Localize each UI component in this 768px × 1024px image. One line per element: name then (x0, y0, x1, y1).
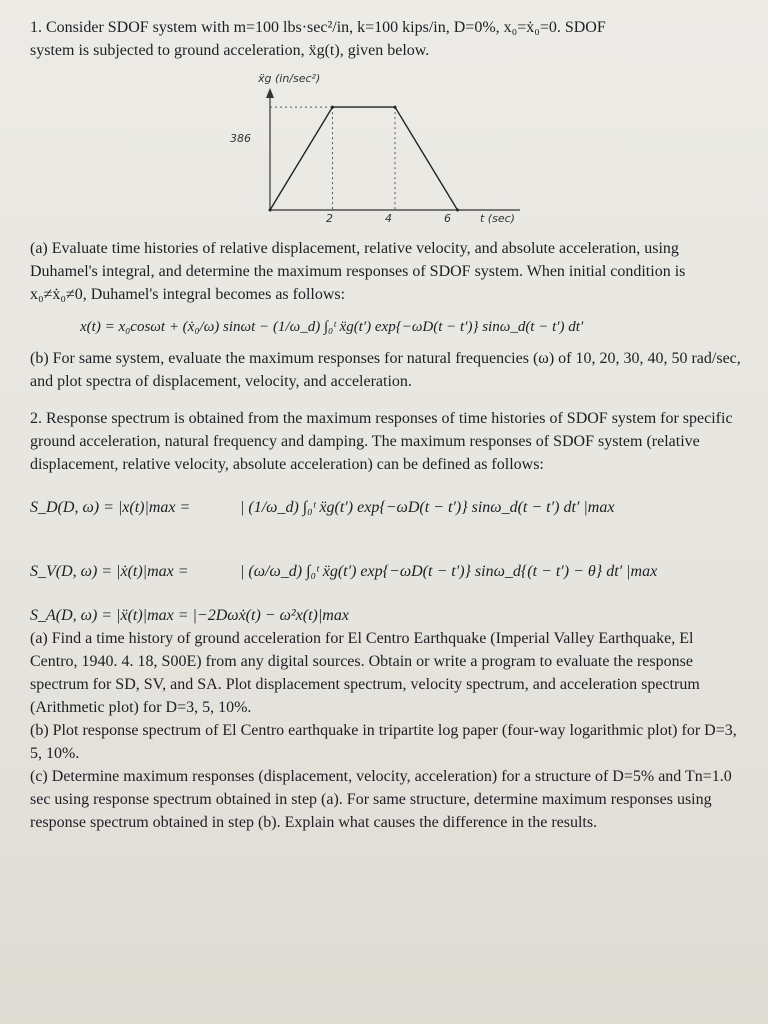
chart-point-3 (456, 209, 459, 212)
ground-acceleration-chart (230, 70, 530, 235)
sa-equation: S_A(D, ω) = |ẍ(t)|max = |−2Dωẋ(t) − ω²x(t)|max (30, 607, 349, 624)
chart-point-2 (394, 106, 397, 109)
sd-lhs: S_D(D, ω) = |x(t)|max = (30, 499, 191, 516)
q1-line2: system is subjected to ground acceleration, ẍg(t), given below. (30, 42, 430, 59)
chart-series-line (270, 107, 458, 210)
chart-xlabel: t (sec) (480, 212, 515, 225)
duhamel-equation: x(t) = x₀cosωt + (ẋ₀/ω) sinωt − (1/ω_d) ∫₀ᵗ ẍg(t′) exp{−ωD(t − t′)} sinω_d(t − t′) dt′ (80, 319, 584, 335)
q2c-text: (c) Determine maximum responses (displacement, velocity, acceleration) for a structure of D=5% and Tn=1.0 sec using response spectrum obtained in step (a). For same structure, determine maximum responses using response spectrum obtained in step (b). Explain what causes the difference in the results. (30, 768, 732, 831)
sv-lhs: S_V(D, ω) = |ẋ(t)|max = (30, 563, 189, 580)
ground-acceleration-figure (230, 70, 530, 235)
q2b-text: (b) Plot response spectrum of El Centro earthquake in tripartite log paper (four-way logarithmic plot) for D=3, 5, 10%. (30, 722, 737, 762)
q2-intro: 2. Response spectrum is obtained from the maximum responses of time histories of SDOF system for specific ground acceleration, natural frequency and damping. The maximum responses of SDOF system (relative displacement, relative velocity, absolute acceleration) can be defined as follows: (30, 410, 733, 473)
chart-y-arrow (266, 88, 274, 98)
chart-xtick-4: 4 (385, 212, 392, 225)
chart-xtick-2: 2 (326, 212, 333, 225)
q1a-text: (a) Evaluate time histories of relative displacement, relative velocity, and absolute acceleration, using Duhamel's integral, and determine the maximum responses of SDOF system. When initial condition is x₀≠ẋ₀≠0, Duhamel's integral becomes as follows: (30, 240, 686, 303)
q1b-text: (b) For same system, evaluate the maximum responses for natural frequencies (ω) of 10, 20, 30, 40, 50 rad/sec, and plot spectra of displacement, velocity, and acceleration. (30, 350, 741, 390)
q2a-text: (a) Find a time history of ground acceleration for El Centro Earthquake (Imperial Valley Earthquake, El Centro, 1940. 4. 18, S00E) from any digital sources. Obtain or write a program to evaluate the response spectrum for SD, SV, and SA. Plot displacement spectrum, velocity spectrum, and acceleration spectrum (Arithmetic plot) for D=3, 5, 10%. (30, 630, 700, 716)
sv-rhs: | (ω/ω_d) ∫₀ᵗ ẍg(t′) exp{−ωD(t − t′)} sinω_d{(t − t′) − θ} dt′ |max (240, 563, 658, 580)
sd-rhs: | (1/ω_d) ∫₀ᵗ ẍg(t′) exp{−ωD(t − t′)} sinω_d(t − t′) dt′ |max (240, 499, 615, 516)
chart-point-0 (269, 209, 272, 212)
q1-line1: 1. Consider SDOF system with m=100 lbs·sec²/in, k=100 kips/in, D=0%, x₀=ẋ₀=0. SDOF (30, 19, 606, 36)
sv-equation (30, 540, 744, 604)
chart-xtick-6: 6 (444, 212, 451, 225)
chart-point-1 (331, 106, 334, 109)
sd-equation (30, 476, 744, 540)
chart-y-value: 386 (230, 132, 251, 145)
chart-ylabel: ẍg (in/sec²) (258, 72, 321, 85)
